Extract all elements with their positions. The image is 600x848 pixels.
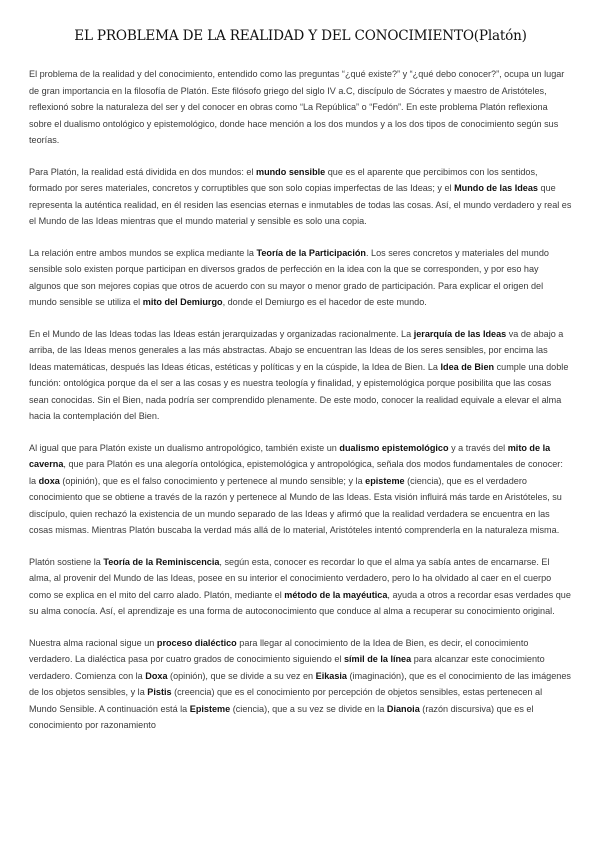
text-run: , donde el Demiurgo es el hacedor de este mundo.	[222, 297, 427, 307]
text-run: que es el aparente que percibimos con los sentidos, formado por seres materiales, concretos y corruptibles que son solo copias imperfectas de las Ideas; y el	[29, 166, 538, 193]
bold-term: Idea de Bien	[440, 361, 495, 372]
text-run: Platón sostiene la	[29, 556, 104, 567]
text-run: . Los seres concretos y materiales del mundo sensible solo existen porque participan en diversos grados de perfección en la idea con la que se corresponden, y por eso hay algunos que son mejores copias que otros de acuerdo con su mayor o menor grado de participación. Para explicar el origen del mundo sensible se utiliza el	[29, 247, 549, 307]
text-run: va de abajo a arriba, de las Ideas menos generales a las más abstractas. Abajo se encuentran las Ideas de los seres sensibles, por encima las Ideas matemáticas, después las Ideas éticas, estéticas y políticas y en la cúspide, la Idea de Bien. La	[29, 328, 564, 372]
bold-term: Pistis	[147, 687, 172, 697]
bold-term: símil de la línea	[343, 654, 412, 664]
paragraph-1	[29, 66, 572, 149]
text-run: (opinión), que se divide a su vez en	[167, 670, 316, 681]
text-run: para alcanzar este conocimiento verdadero. Comienza con la	[29, 654, 545, 681]
text-run: que representa la auténtica realidad, en él residen las esencias eternas e inmutables de todas las cosas. Así, el mundo verdadero y real es el Mundo de las Ideas mientras que el mundo material y sensible es solo una copia.	[29, 183, 572, 226]
text-run: , ayuda a otros a recordar esas verdades que su alma conocía. Así, el aprendizaje es una forma de autoconocimiento que conduce al alma a recuperar su conocimiento original.	[29, 589, 571, 616]
document-body	[29, 66, 572, 734]
bold-term: Dianoia	[386, 703, 420, 714]
text-run: (ciencia), que a su vez se divide en la	[230, 703, 387, 714]
bold-term: Mundo de las Ideas	[454, 183, 538, 193]
text-run: (ciencia), que es el verdadero conocimiento que se obtiene a través de la razón y pertenece al Mundo de las Ideas. Esta visión influirá más tarde en Aristóteles, su discípulo, quien rechazó la existencia de un mundo separado de las Ideas y afirmó que la realidad verdadera se encuentra en las cosas mismas. Mientras Platón buscaba la verdad más allá de lo material, Aristóteles intentó comprenderla en la naturaleza misma.	[29, 475, 562, 535]
text-run: (imaginación), que es el conocimiento de las imágenes de los objetos sensibles, y la	[29, 670, 571, 697]
text-run: , según esta, conocer es recordar lo que el alma ya sabía antes de encarnarse. El alma, al provenir del Mundo de las Ideas, posee en su interior el conocimiento verdadero, pero lo ha olvidado al caer en el cuerpo como se explica en el mito del carro alado. Platón, mediante el	[29, 556, 552, 600]
text-run: para llegar al conocimiento de la Idea de Bien, es decir, el conocimiento verdadero. La dialéctica pasa por cuatro grados de conocimiento siguiendo el	[29, 637, 529, 664]
bold-term: mito de la caverna	[29, 442, 551, 469]
bold-term: método de la mayéutica	[284, 589, 388, 600]
text-run: En el Mundo de las Ideas todas las Ideas están jerarquizadas y organizadas racionalmente. La	[29, 328, 414, 339]
text-run: Para Platón, la realidad está dividida en dos mundos: el	[29, 166, 256, 177]
bold-term: Teoría de la Participación	[256, 247, 366, 258]
text-run: y a través del	[448, 442, 508, 453]
text-run: Al igual que para Platón existe un dualismo antropológico, también existe un	[29, 442, 340, 453]
paragraph-4	[29, 326, 572, 425]
text-run: El problema de la realidad y del conocimiento, entendido como las preguntas “¿qué existe?” y “¿qué debo conocer?”, ocupa un lugar de gran importancia en la filosofía de Platón. Este filósofo griego del siglo IV a.C, discípulo de Sócrates y maestro de Aristóteles, reflexionó sobre la naturaleza del ser y del conocer en obras como “La República” o “Fedón”. En este problema Platón reflexiona sobre el dualismo ontológico y epistemológico, donde hace mención a los dos mundos y a los dos tipos de conocimiento según sus teorías.	[29, 69, 565, 145]
text-run: (opinión), que es el falso conocimiento y pertenece al mundo sensible; y la	[59, 475, 366, 486]
paragraph-7	[29, 635, 572, 734]
bold-term: doxa	[38, 475, 60, 486]
paragraph-6	[29, 554, 572, 620]
text-run: Nuestra alma racional sigue un	[29, 637, 157, 648]
bold-term: episteme	[365, 475, 405, 486]
bold-term: dualismo epistemológico	[339, 442, 449, 453]
text-run: (creencia) que es el conocimiento por percepción de objetos sensibles, estas pertenecen al Mundo Sensible. A continuación está la	[29, 687, 543, 714]
bold-term: proceso dialéctico	[156, 637, 237, 648]
text-run: cumple una doble función: ontológica porque da el ser a las cosas y es nuestra teología y finalidad, y epistemológica porque posibilita que las cosas sean conocidas. Sin el Bien, nada podría ser comprendido plenamente. De este modo, conocer la realidad equivale a elevar el alma hacia la contemplación del Bien.	[29, 361, 569, 421]
bold-term: mundo sensible	[255, 166, 326, 177]
text-run: La relación entre ambos mundos se explica mediante la	[29, 247, 257, 258]
page-title: EL PROBLEMA DE LA REALIDAD Y DEL CONOCIMIENTO(Platón)	[74, 28, 527, 44]
text-run: , que para Platón es una alegoría ontológica, epistemológica y antropológica, señala dos modos fundamentales de conocer: la	[29, 459, 563, 486]
paragraph-5	[29, 440, 572, 539]
paragraph-2	[29, 164, 572, 230]
bold-term: Eikasia	[315, 670, 347, 681]
bold-term: jerarquía de las Ideas	[413, 328, 507, 339]
paragraph-3	[29, 245, 572, 311]
bold-term: Doxa	[145, 670, 168, 681]
text-run: (razón discursiva) que es el conocimiento por razonamiento	[29, 703, 534, 730]
bold-term: Episteme	[189, 703, 231, 714]
bold-term: Teoría de la Reminiscencia	[103, 556, 220, 567]
bold-term: mito del Demiurgo	[142, 297, 223, 307]
